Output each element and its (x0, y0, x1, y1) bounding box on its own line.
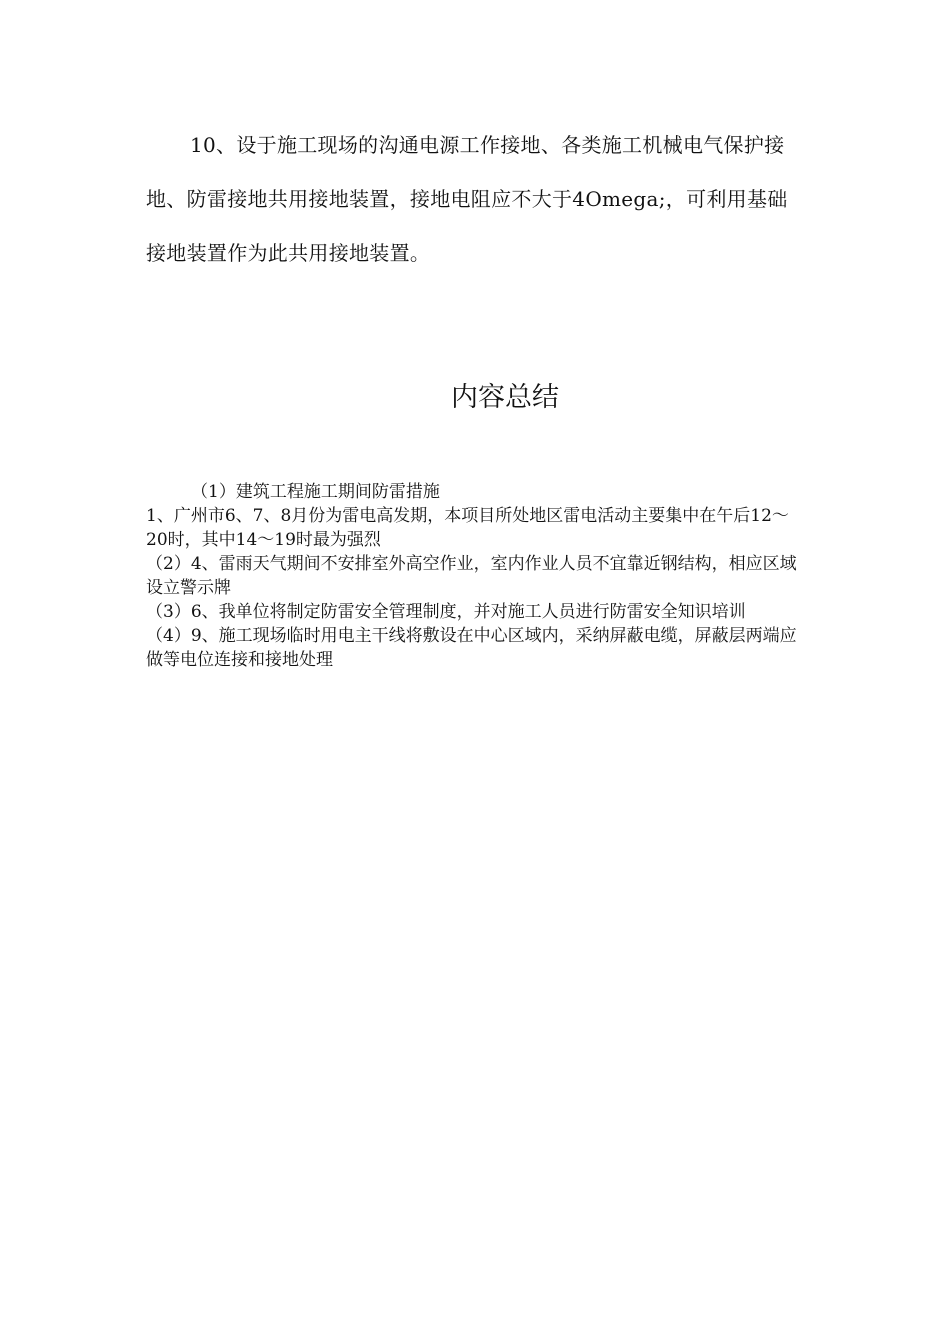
summary-item: 1、广州市6、7、8月份为雷电高发期，本项目所处地区雷电活动主要集中在午后12～20时，其中14～19时最为强烈 (146, 506, 789, 550)
summary-item: （2）4、雷雨天气期间不安排室外高空作业，室内作业人员不宜靠近钢结构，相应区域设立警示牌 (146, 554, 797, 598)
summary-title: 内容总结 (451, 382, 559, 413)
body-paragraph: 10、设于施工现场的沟通电源工作接地、各类施工机械电气保护接地、防雷接地共用接地装置，接地电阻应不大于4Omega;，可利用基础接地装置作为此共用接地装置。 (146, 133, 788, 265)
summary-item: （1）建筑工程施工期间防雷措施 (191, 482, 440, 502)
summary-item: （4）9、施工现场临时用电主干线将敷设在中心区域内，采纳屏蔽电缆，屏蔽层两端应做等电位连接和接地处理 (146, 626, 797, 670)
summary-item: （3）6、我单位将制定防雷安全管理制度，并对施工人员进行防雷安全知识培训 (146, 602, 746, 622)
summary-list (146, 480, 802, 672)
